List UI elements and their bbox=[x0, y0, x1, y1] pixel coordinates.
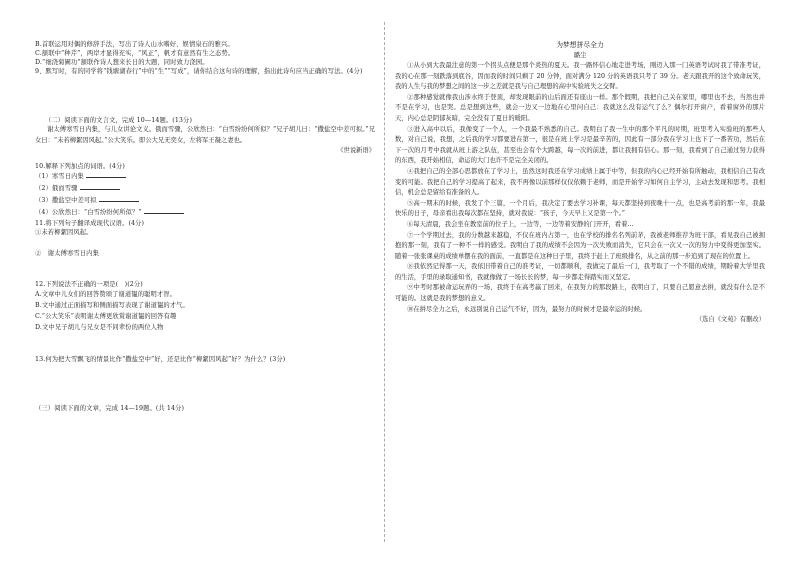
q12-option-a: A.文章中儿女们的回答赞颂了谢道韫的聪明才智。 bbox=[35, 291, 177, 299]
paragraph-text: ⑧我依然记得那一天，我依旧带着自己的准考证，一切都顺利，我做完了最后一门，我考取了一个不错的成绩，期盼着大学里我的生活，手里的录取通知书，我就像做了一场长长的梦，每一步都走得踏实而又坚定。 bbox=[395, 263, 765, 281]
article-paragraph-5 bbox=[395, 199, 765, 220]
answer-blank[interactable] bbox=[99, 195, 139, 202]
right-column bbox=[395, 40, 765, 325]
left-column bbox=[35, 40, 375, 413]
option-b: B.首联运用对偶的修辞手法，写出了诗人山水嗜好、娱情泉石的雅兴。 bbox=[35, 41, 234, 48]
option-c: C.颔联中“种芹”，两岸才显得充实，“风正”，帆才有意然有生之态势。 bbox=[35, 50, 235, 57]
option-d: D.“细浇菊圃功”颔联作诗人想来长日的大题，同时致力浇园。 bbox=[35, 59, 209, 66]
paragraph-text: ⑤高一期末的时候，我发了个三篇，一个月后，我决定了要去学习补课，每天都坚持到夜晚十一点，也是高考前的那一年，我最快乐的日子，母亲看出我每次都在坚持，就对我说：“孩子，今天早上又是第一个。” bbox=[395, 199, 765, 218]
answer-blank[interactable] bbox=[80, 183, 120, 190]
article-paragraph-3 bbox=[395, 125, 765, 167]
section-3-heading: （三）阅读下面的文章，完成 14—19题。(共 14分) bbox=[35, 405, 185, 413]
q10-item-1-text: （1）寒雪日内集 bbox=[35, 173, 84, 181]
paragraph-text: ④我把自己的全部心思都放在了学习上，虽然这时我还在学习成绩上属于中等，但我的内心已经开始有所触动，我相信自己有改变的可能。我把自己的学习提高了起来，我不再像以前那样仅仅依赖于老师，而是开始学习如何自主学习，主动去发现和思考。我相信，机会总是留给有准备的人。 bbox=[395, 167, 765, 197]
section-2-heading: （二）阅读下面的文言文，完成 10—14题。(13分) bbox=[45, 117, 192, 124]
paragraph-text: ⑨中考时那被命运玩弄的一场，我终于在高考赢了回来，在我努力的那段路上，我明白了，只要自己愿意去拼，就没有什么是不可能的。这就是我的梦想的意义。 bbox=[395, 284, 765, 303]
article-author: 璐尘 bbox=[573, 52, 587, 59]
article-paragraph-1 bbox=[395, 61, 765, 93]
article-paragraph-10 bbox=[395, 305, 765, 316]
q10-item-4 bbox=[35, 207, 375, 219]
paragraph-text: ⑦一个学期过去，我的分数越来越稳，不仅在班内占第一，也在学校的排名名列前茅，我被老师推荐为班干部，看见我自己被拥抱的那一刻，我有了一种不一样的感受。我明白了我的成绩不会因为一次失败而消失，它只会在一次又一次的努力中变得更加坚实。随着一张张课桌的成绩单摆在我的面前，一直都是在这种日子里，我终于赶上了班级排名，从之前的那一步追到了现在的位置上。 bbox=[395, 231, 765, 260]
article-paragraph-8 bbox=[395, 262, 765, 283]
q10-item-2 bbox=[35, 183, 375, 195]
article-paragraph-7 bbox=[395, 231, 765, 263]
q11-item-2: ② 谢太傅寒雪日内集 bbox=[35, 250, 99, 258]
question-13: 13.何为把大雪飘飞的情景比作“撒盐空中”好，还是比作“柳絮因风起”好？为什么？(3分) bbox=[35, 356, 286, 364]
article-source: （选自《文苑》有删改） bbox=[695, 316, 765, 324]
paragraph-text: ⑩在拼尽全力之后，永远别说自己运气不好，因为，最努力的时候才是最幸运的时候。 bbox=[407, 305, 647, 313]
paragraph-text: ③进入高中以后，我像变了一个人，一个我最不熟悉的自己。我明白了我一生中的那个平凡的时期，班里考入实验班的那些人数，对自己说，我想，之后我的学习都要进在第一，很是在班上学习是最辛苦的，因此有一部分我在学习上也下了一番苦功，然后在下一次的月考中我就从班上游之队伍，甚至也会有个大跨越，每一次的前进，都让我拥有信心。那一刻，我看到了自己通过努力获得的东西，我开始相信，命运的大门也许不是完全关闭的。 bbox=[395, 125, 765, 165]
answer-blank[interactable] bbox=[86, 171, 126, 178]
q12-option-d: D.文中兄子胡儿与兄女是不同辈份的两位人物 bbox=[35, 324, 164, 332]
paragraph-text: ①从小到大我最注意的第一个拐头点便是那个炎热的夏天。我一路怀信心地走进考场，刚迈入那一门英语考试时我了带准考证，我的心在那一刻跌落到底谷，因而我的时间只剩了 20 分钟，面对满分 120 分的英语我只考了 39 分。老天跟我开的这个致命玩笑，我的人生与我的梦想之间的这一步之差就是我与自己理想的高中实验班失之交臂。 bbox=[395, 62, 765, 91]
question-10-head: 10.解释下列加点的词语。(4分) bbox=[35, 163, 125, 171]
paragraph-text: ⑥每天清晨，我会坐在教室前的位子上，一边等，一边等着安静的门开开，看着... bbox=[407, 220, 634, 228]
question-11-head: 11.将下列句子翻译成现代汉语。(4分) bbox=[35, 220, 145, 228]
article-paragraph-9 bbox=[395, 283, 765, 304]
article-paragraph-6 bbox=[395, 220, 765, 231]
paragraph-text: ②那种感觉就像我山涉水终于登顶，却发现眼前的山后面还有座山一样。那个假期，我把自己关在家里，哪里也不去，当然也并不是在学习，也是哭。总是想到这些，就会一边又一边地在心里问自己：我就这么没有运气了么？偶尔打开窗户，看着窗外的那片天，内心总是阴郁灰暗，完全没有了夏日的暖阳。 bbox=[395, 93, 765, 122]
q12-option-c: C.“公大笑乐”表明谢太傅更欣赏谢道韫的回答有趣 bbox=[35, 313, 177, 321]
classical-passage bbox=[35, 125, 375, 146]
column-divider bbox=[384, 22, 385, 542]
q12-option-b: B.文中通过正面描写和侧面描写表现了谢道韫的才气。 bbox=[35, 302, 189, 310]
question-12-head: 12.下列说法不正确的一项是( )(2分) bbox=[35, 281, 143, 289]
article-paragraph-2 bbox=[395, 93, 765, 125]
q10-item-3 bbox=[35, 195, 375, 207]
q10-item-4-text: （4）公欣然曰：“白雪纷纷何所似？” bbox=[35, 209, 142, 217]
passage-source: 《世说新语》 bbox=[337, 147, 375, 155]
q10-item-2-text: （2）俄而雪骤 bbox=[35, 185, 78, 193]
passage-text: 谢太傅寒雪日内集，与儿女讲论文义。俄而雪骤，公欣然曰：“白雪纷纷何所似？”兄子胡儿曰：“撒盐空中差可拟。”兄女曰：“未若柳絮因风起。”公大笑乐。即公大兄无奕女，左将军王凝之妻也。 bbox=[35, 126, 375, 144]
q11-item-1: ①未若柳絮因风起。 bbox=[35, 229, 93, 237]
q10-item-3-text: （3）撒盐空中差可拟 bbox=[35, 197, 97, 205]
article-title: 为梦想拼尽全力 bbox=[556, 41, 604, 49]
answer-blank[interactable] bbox=[144, 207, 184, 214]
article-paragraph-4 bbox=[395, 167, 765, 199]
question-9: 9、默写时，有的同学将“钱塘湖春行”中的“生”“写成”，请你结合这句诗的理解，指出此诗句应当正确的写法。(4分) bbox=[35, 68, 363, 75]
q10-item-1 bbox=[35, 171, 375, 183]
